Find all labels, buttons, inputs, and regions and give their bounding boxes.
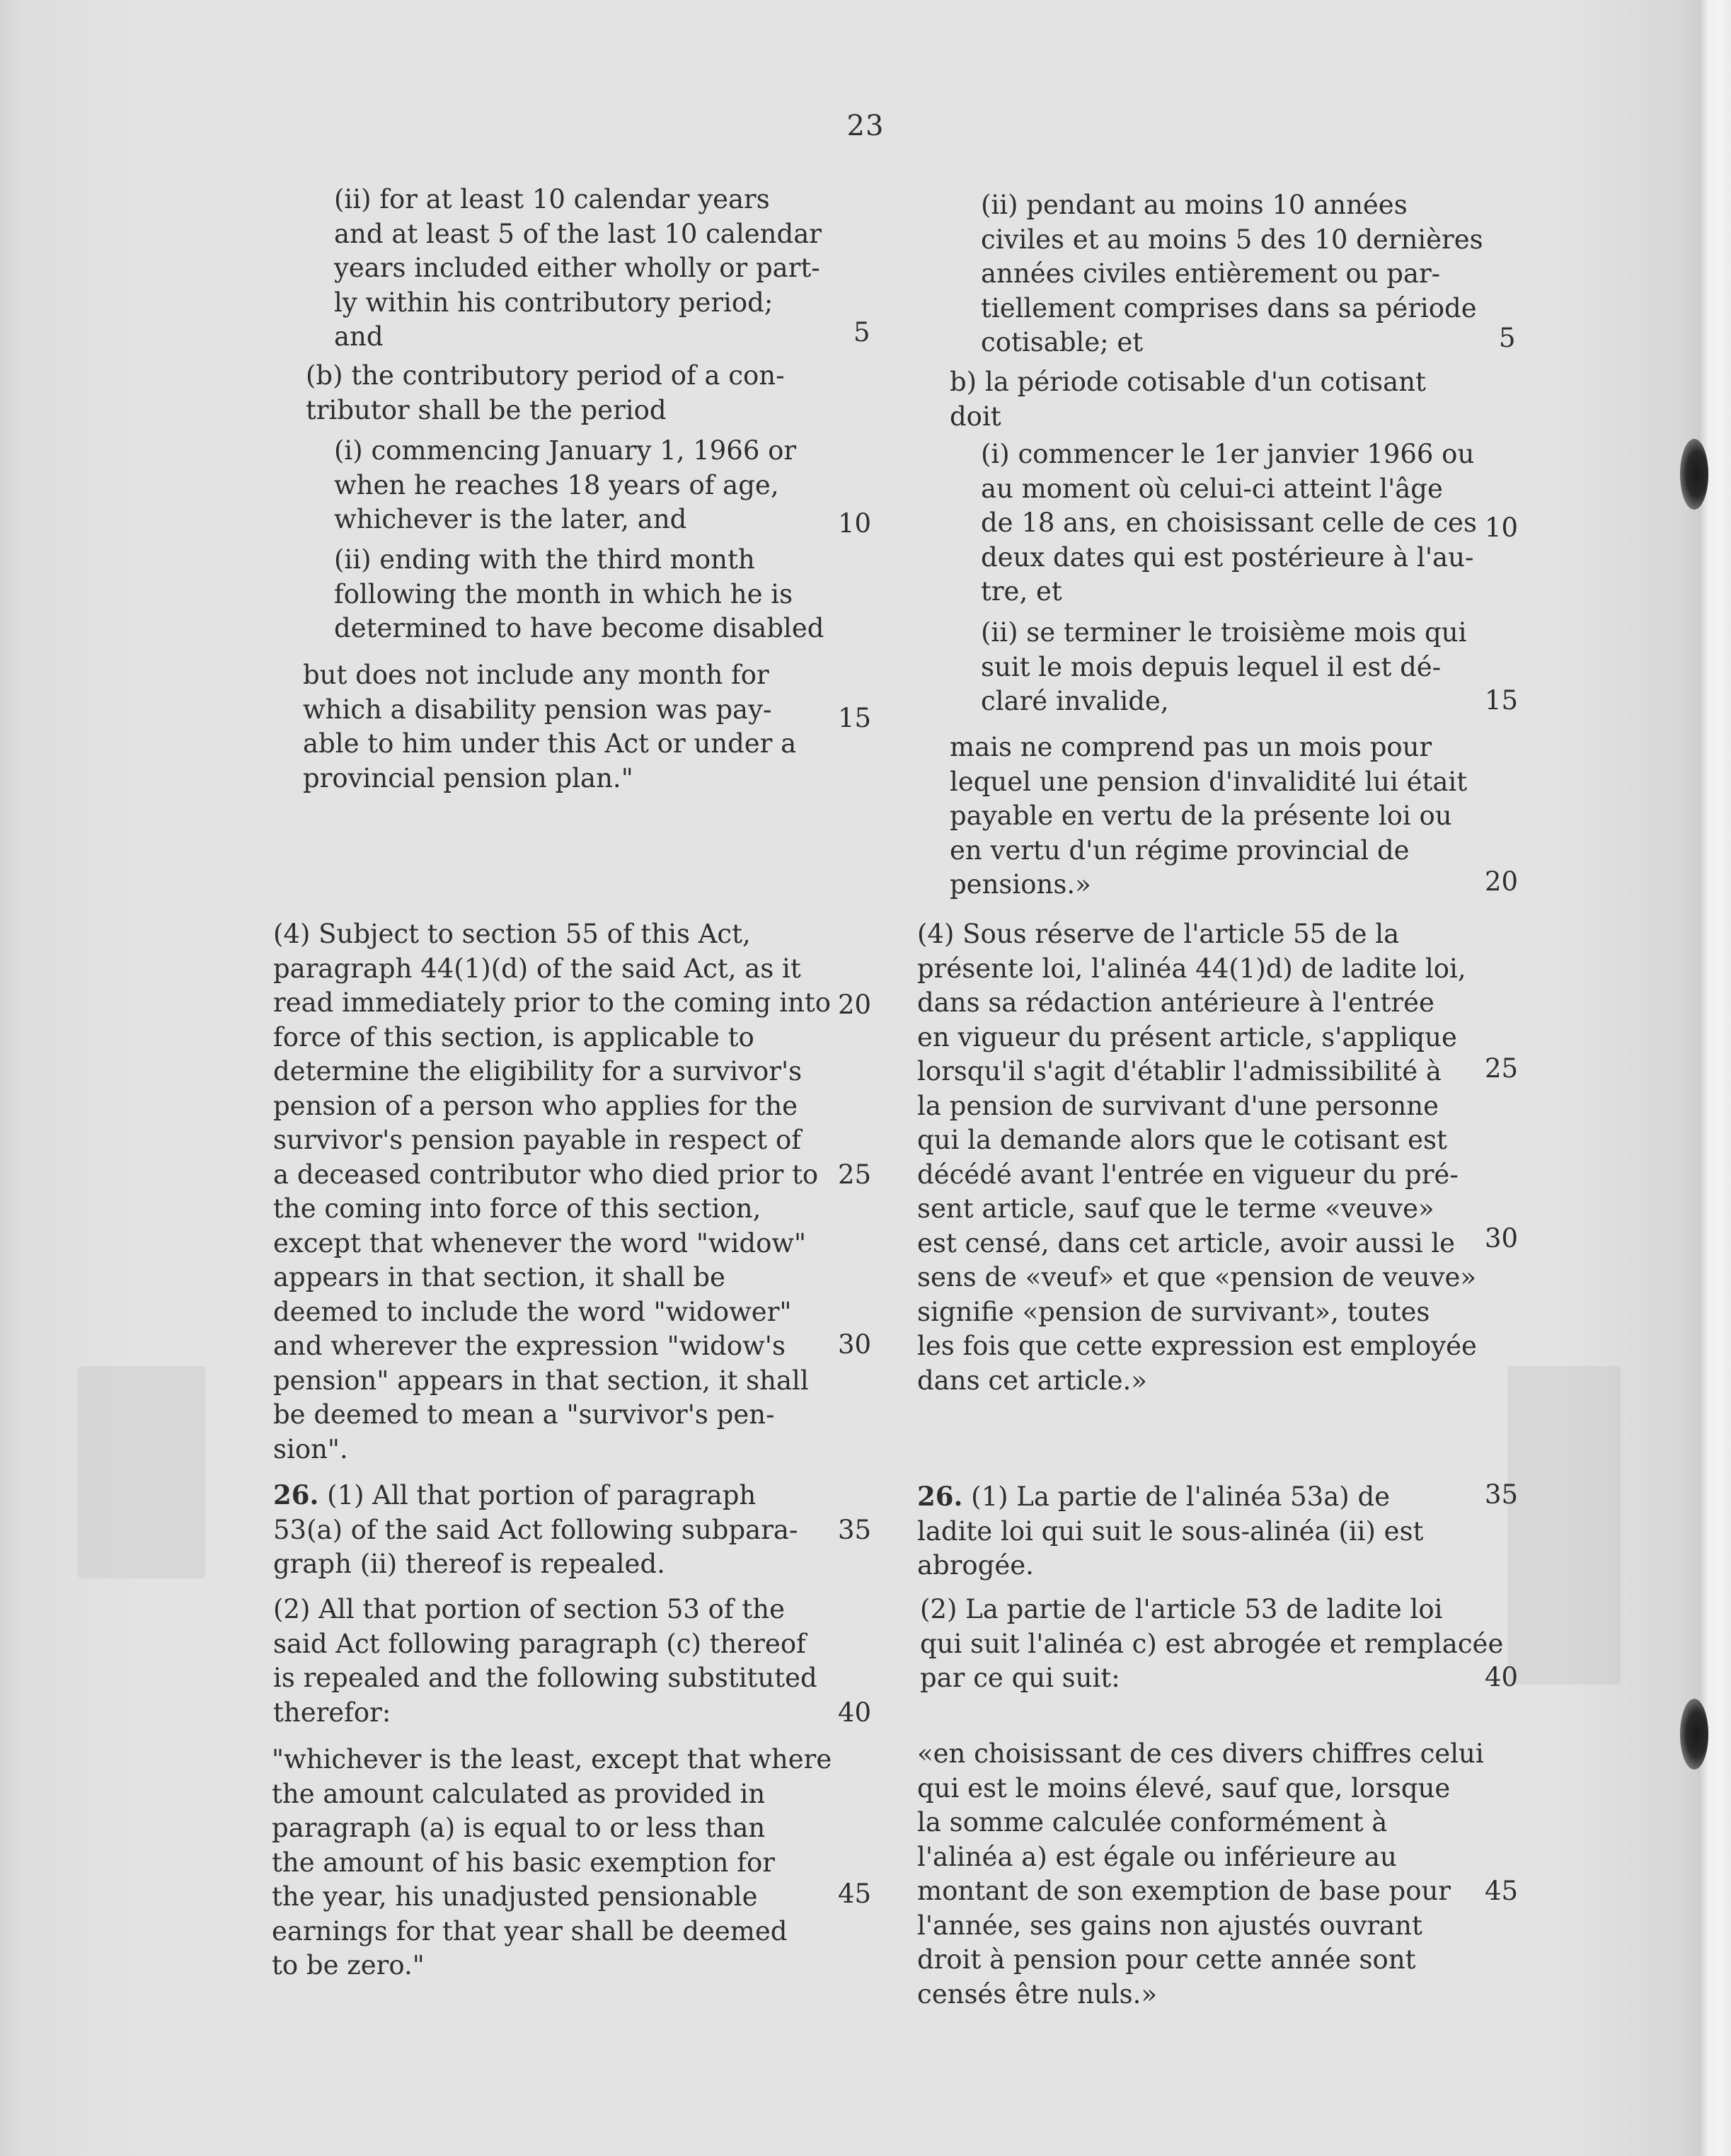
page-number: 23: [846, 110, 885, 142]
fr-sous-alinea-i-commencer: (i) commencer le 1er janvier 1966 ou au moment où celui-ci atteint l'âge de 18 ans, en choisissant celle de ces deux dates qui est postérieure à l'au- tre, et: [981, 439, 1477, 607]
fr-line-number-5: 5: [1499, 323, 1516, 353]
fr-article-26-2: (2) La partie de l'article 53 de ladite loi qui suit l'alinéa c) est abrogée et remplacée par ce qui suit:: [920, 1594, 1504, 1693]
bleed-through-margin-note: [78, 1366, 205, 1578]
en-subsection-4: (4) Subject to section 55 of this Act, paragraph 44(1)(d) of the said Act, as it read immediately prior to the coming into force of this section, is applicable to determine the eligibility for a survivor's pension of a person who applies for the survivor's pension payable in respect of a deceased contributor who died prior to the coming into force of this section, except that whenever the word "widow" appears in that section, it shall be deemed to include the word "widower" and wherever the expression "widow's pension" appears in that section, it shall be deemed to mean a "survivor's pen- sion".: [273, 919, 832, 1464]
fr-line-number-35: 35: [1485, 1479, 1519, 1510]
fr-line-number-20: 20: [1485, 866, 1519, 897]
en-line-number-15: 15: [838, 703, 872, 733]
en-line-number-40: 40: [838, 1697, 872, 1728]
fr-line-number-25: 25: [1485, 1053, 1519, 1084]
en-section-26-number: 26.: [273, 1479, 319, 1510]
fr-line-number-40: 40: [1485, 1662, 1519, 1692]
fr-alinea-b: b) la période cotisable d'un cotisant doit: [950, 367, 1426, 432]
bleed-through-margin-note-right: [1507, 1366, 1621, 1685]
en-line-number-25: 25: [838, 1159, 872, 1190]
fr-line-number-10: 10: [1485, 512, 1519, 543]
fr-line-number-30: 30: [1485, 1223, 1519, 1254]
en-subparagraph-i-commencing: (i) commencing January 1, 1966 or when he reaches 18 years of age, whichever is the later, and: [334, 435, 797, 534]
en-line-number-45: 45: [838, 1879, 872, 1909]
page-edge: [1698, 0, 1731, 2156]
fr-article-26-1: 26. (1) La partie de l'alinéa 53a) de ladite loi qui suit le sous-alinéa (ii) est abrogée.: [917, 1481, 1424, 1581]
en-subparagraph-ii-ending: (ii) ending with the third month following the month in which he is determined to have become disabled: [334, 544, 824, 643]
en-line-number-30: 30: [838, 1329, 872, 1360]
en-line-number-10: 10: [838, 508, 872, 539]
en-line-number-20: 20: [838, 990, 872, 1020]
fr-paragraphe-4: (4) Sous réserve de l'article 55 de la présente loi, l'alinéa 44(1)d) de ladite loi, dans sa rédaction antérieure à l'entrée en vigueur du présent article, s'applique lorsqu'il s'agit d'établir l'admissibilité à la pension de survivant d'une personne qui la demande alors que le cotisant est décédé avant l'entrée en vigueur du pré- sent article, sauf que le terme «veuve» est censé, dans cet article, avoir aussi le sens de «veuf» et que «pension de veuve» signifie «pension de survivant», toutes les fois que cette expression est employée dans cet article.»: [917, 919, 1477, 1396]
fr-sous-alinea-ii-terminer: (ii) se terminer le troisième mois qui suit le mois depuis lequel il est dé- claré invalide,: [981, 617, 1467, 716]
fr-mais-ne-comprend-pas: mais ne comprend pas un mois pour lequel une pension d'invalidité lui était payable en vertu de la présente loi ou en vertu d'un régime provincial de pensions.»: [950, 732, 1468, 900]
en-whichever-is-the-least: "whichever is the least, except that where the amount calculated as provided in paragraph (a) is equal to or less than the amount of his basic exemption for the year, his unadjusted pensionable earnings for that year shall be deemed to be zero.": [272, 1744, 832, 1980]
en-but-does-not-include: but does not include any month for which a disability pension was pay- able to him under this Act or under a provincial pension plan.": [303, 660, 797, 793]
binder-hole-top: [1680, 439, 1708, 510]
en-line-number-5: 5: [853, 317, 870, 348]
fr-article-26-number: 26.: [917, 1481, 963, 1512]
binder-hole-bottom: [1680, 1699, 1708, 1770]
en-section-26-2: (2) All that portion of section 53 of the said Act following paragraph (c) thereof is repealed and the following substituted therefor:: [273, 1594, 817, 1728]
en-subparagraph-ii-for-at-least: (ii) for at least 10 calendar years and at least 5 of the last 10 calendar years included either wholly or part- ly within his contributory period; and: [334, 184, 822, 352]
fr-sous-alinea-ii-pendant: (ii) pendant au moins 10 années civiles et au moins 5 des 10 dernières années civiles entièrement ou par- tiellement comprises dans sa période cotisable; et: [981, 190, 1483, 357]
fr-line-number-15: 15: [1485, 685, 1519, 716]
fr-en-choisissant: «en choisissant de ces divers chiffres celui qui est le moins élevé, sauf que, lorsque la somme calculée conformément à l'alinéa a) est égale ou inférieure au montant de son exemption de base pour l'année, ses gains non ajustés ouvrant droit à pension pour cette année sont censés être nuls.»: [917, 1738, 1484, 2009]
fr-line-number-45: 45: [1485, 1876, 1519, 1906]
en-paragraph-b: (b) the contributory period of a con- tributor shall be the period: [306, 360, 785, 425]
en-line-number-35: 35: [838, 1515, 872, 1545]
en-section-26-1: 26. (1) All that portion of paragraph 53(a) of the said Act following subpara- graph (ii) thereof is repealed.: [273, 1479, 798, 1579]
